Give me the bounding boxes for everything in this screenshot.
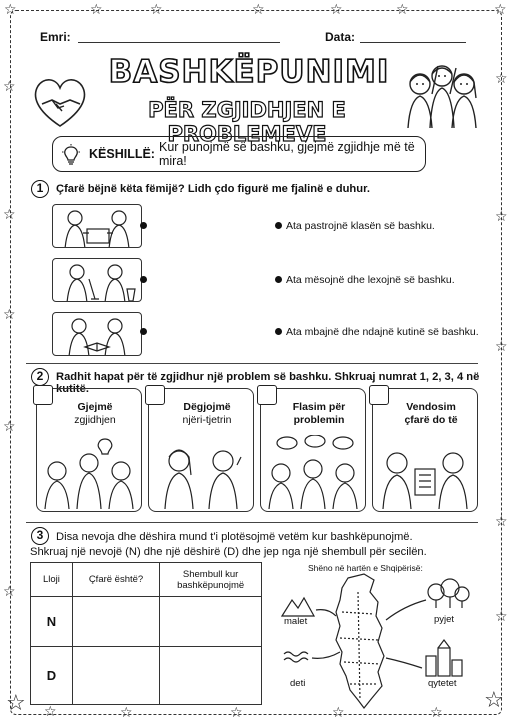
step-card-talk — [260, 388, 366, 512]
match-dot-left[interactable] — [140, 328, 147, 335]
children-group-illustration — [402, 58, 482, 128]
page-subtitle: PËR ZGJIDHJEN E PROBLEMEVE — [148, 98, 346, 146]
table-cell-input[interactable] — [160, 597, 262, 647]
tip-label: KËSHILLË: — [89, 147, 155, 161]
card-subtitle: problemin — [293, 414, 345, 426]
section-divider — [26, 522, 478, 523]
map-label-mountains: malet — [284, 616, 308, 627]
picture-cleaning[interactable] — [52, 258, 142, 302]
row-label-want: D — [31, 647, 73, 705]
albania-map[interactable] — [270, 572, 482, 710]
picture-reading[interactable] — [52, 312, 142, 356]
sentence-2: Ata mësojnë dhe lexojnë së bashku. — [286, 274, 455, 286]
star-icon: ☆ — [495, 209, 508, 225]
kids-box-drawing — [53, 205, 142, 248]
star-icon: ☆ — [120, 705, 133, 721]
star-icon: ☆ — [3, 79, 16, 95]
handshake-heart-icon — [30, 74, 90, 130]
kids-listening-drawing — [153, 435, 249, 509]
star-icon: ☆ — [3, 584, 16, 600]
step-number-box[interactable] — [369, 385, 389, 405]
map-label-cities: qytetet — [428, 678, 457, 689]
star-icon: ☆ — [494, 2, 507, 18]
star-icon: ☆ — [484, 688, 504, 713]
section-2-number: 2 — [31, 368, 49, 386]
star-icon: ☆ — [230, 705, 243, 721]
step-number-box[interactable] — [33, 385, 53, 405]
row-label-need: N — [31, 597, 73, 647]
map-label-lakes: deti — [290, 678, 306, 689]
match-dot-left[interactable] — [140, 222, 147, 229]
card-subtitle: çfarë do të — [404, 414, 458, 426]
kids-cleaning-drawing — [53, 259, 142, 302]
card-title: Vendosim — [406, 401, 456, 413]
needs-wants-table — [30, 562, 262, 705]
kids-talking-drawing — [265, 435, 361, 509]
section-2-question: Radhit hapat për të zgjidhur një problem së bashku. Shkruaj numrat 1, 2, 3, 4 në kutitë. — [56, 371, 480, 395]
page-title: BASHKËPUNIMI — [108, 54, 390, 90]
sentence-1: Ata pastrojnë klasën së bashku. — [286, 220, 435, 232]
mountains-icon — [282, 598, 314, 616]
column-header-type: Lloji — [31, 563, 73, 597]
picture-carrying-box[interactable] — [52, 204, 142, 248]
match-dot-right[interactable] — [275, 276, 282, 283]
section-divider — [26, 363, 478, 364]
kids-lightbulb-drawing — [41, 435, 137, 509]
star-icon: ☆ — [150, 2, 163, 18]
match-dot-right[interactable] — [275, 328, 282, 335]
sentence-3: Ata mbajnë dhe ndajnë kutinë së bashku. — [286, 326, 479, 338]
name-field[interactable] — [78, 42, 280, 43]
kids-reading-drawing — [53, 313, 142, 356]
star-icon: ☆ — [332, 705, 345, 721]
section-3-line1: Disa nevoja dhe dëshira mund t'i plotësojmë vetëm kur bashkëpunojmë. — [56, 531, 413, 543]
tip-text: Kur punojmë së bashku, gjejmë zgjidhje më të mira! — [158, 140, 415, 168]
card-subtitle: zgjidhjen — [74, 414, 116, 426]
star-icon: ☆ — [3, 207, 16, 223]
step-card-find-solution — [36, 388, 142, 512]
card-title: Flasim për — [292, 401, 346, 413]
match-dot-right[interactable] — [275, 222, 282, 229]
step-card-listen — [148, 388, 254, 512]
card-title: Dëgjojmë — [183, 401, 231, 413]
section-3-number: 3 — [31, 527, 49, 545]
star-icon: ☆ — [396, 2, 409, 18]
step-card-decide — [372, 388, 478, 512]
star-icon: ☆ — [495, 339, 508, 355]
column-header-example: Shembull kur bashkëpunojmë — [160, 563, 262, 597]
star-icon: ☆ — [495, 609, 508, 625]
map-label-forests: pyjet — [434, 614, 455, 625]
map-caption: Shëno në hartën e Shqipërisë: — [308, 563, 423, 573]
section-3-line2: Shkruaj një nevojë (N) dhe një dëshirë (D) dhe jep nga një shembull për secilën. — [30, 546, 427, 558]
name-label: Emri: — [40, 30, 71, 44]
star-icon: ☆ — [252, 2, 265, 18]
star-icon: ☆ — [3, 419, 16, 435]
star-icon: ☆ — [6, 691, 26, 716]
card-title: Gjejmë — [77, 401, 113, 413]
star-icon: ☆ — [90, 2, 103, 18]
section-1-question: Çfarë bëjnë këta fëmijë? Lidh çdo figurë me fjalinë e duhur. — [56, 183, 370, 195]
date-label: Data: — [325, 30, 356, 44]
table-cell-input[interactable] — [72, 647, 159, 705]
waves-icon — [284, 652, 308, 662]
date-field[interactable] — [360, 42, 466, 43]
match-dot-left[interactable] — [140, 276, 147, 283]
table-row — [31, 647, 262, 705]
star-icon: ☆ — [495, 514, 508, 530]
tip-box — [52, 136, 426, 172]
star-icon: ☆ — [495, 71, 508, 87]
table-row — [31, 597, 262, 647]
star-icon: ☆ — [430, 705, 443, 721]
step-number-box[interactable] — [257, 385, 277, 405]
step-number-box[interactable] — [145, 385, 165, 405]
kids-checklist-drawing — [377, 435, 473, 509]
card-subtitle: njëri-tjetrin — [182, 414, 232, 426]
star-icon: ☆ — [4, 2, 17, 18]
column-header-what: Çfarë është? — [72, 563, 159, 597]
table-cell-input[interactable] — [160, 647, 262, 705]
table-cell-input[interactable] — [72, 597, 159, 647]
star-icon: ☆ — [330, 2, 343, 18]
star-icon: ☆ — [44, 704, 57, 720]
section-1-number: 1 — [31, 180, 49, 198]
star-icon: ☆ — [3, 307, 16, 323]
lightbulb-icon — [61, 144, 81, 166]
